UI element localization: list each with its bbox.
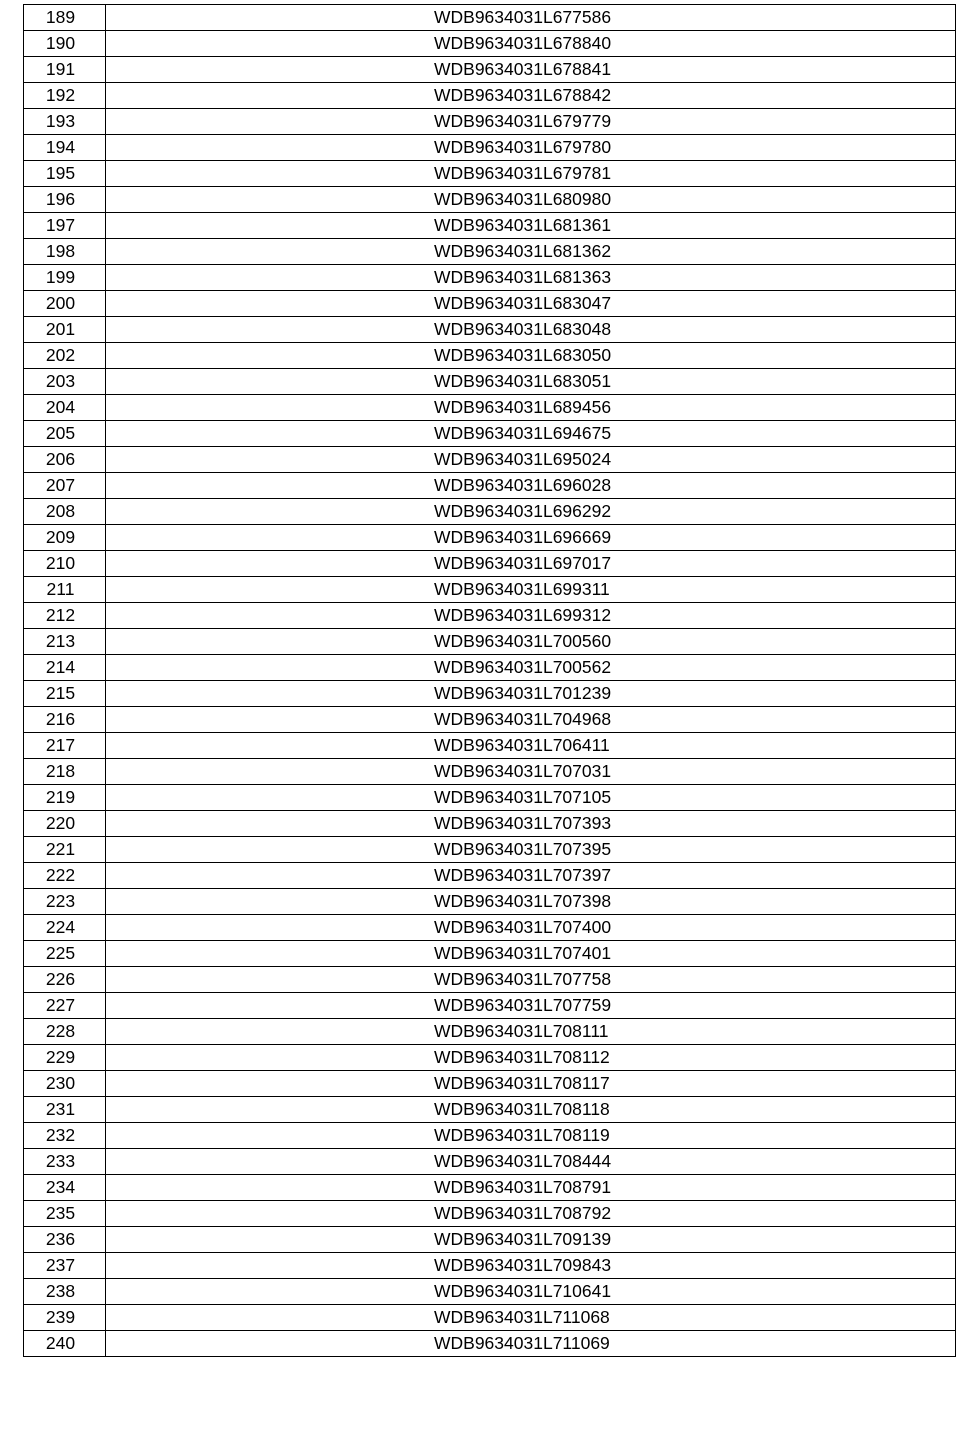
table-row	[24, 31, 956, 57]
table-row	[24, 629, 956, 655]
row-number-cell: 239	[24, 1305, 106, 1331]
vin-cell: WDB9634031L707393	[106, 811, 956, 837]
vin-cell: WDB9634031L709139	[106, 1227, 956, 1253]
table-row	[24, 421, 956, 447]
vin-cell: WDB9634031L708444	[106, 1149, 956, 1175]
vin-table	[23, 4, 956, 1357]
row-number-cell: 237	[24, 1253, 106, 1279]
row-number-cell: 206	[24, 447, 106, 473]
row-number-cell: 217	[24, 733, 106, 759]
vin-cell: WDB9634031L711069	[106, 1331, 956, 1357]
table-row	[24, 525, 956, 551]
row-number-cell: 225	[24, 941, 106, 967]
table-row	[24, 291, 956, 317]
table-row	[24, 1253, 956, 1279]
vin-cell: WDB9634031L708791	[106, 1175, 956, 1201]
vin-cell: WDB9634031L707398	[106, 889, 956, 915]
vin-cell: WDB9634031L696028	[106, 473, 956, 499]
row-number-cell: 240	[24, 1331, 106, 1357]
vin-cell: WDB9634031L697017	[106, 551, 956, 577]
vin-cell: WDB9634031L677586	[106, 5, 956, 31]
vin-cell: WDB9634031L701239	[106, 681, 956, 707]
table-row	[24, 759, 956, 785]
row-number-cell: 207	[24, 473, 106, 499]
table-row	[24, 265, 956, 291]
row-number-cell: 197	[24, 213, 106, 239]
vin-cell: WDB9634031L696292	[106, 499, 956, 525]
vin-cell: WDB9634031L707397	[106, 863, 956, 889]
table-row	[24, 889, 956, 915]
vin-cell: WDB9634031L694675	[106, 421, 956, 447]
vin-cell: WDB9634031L708112	[106, 1045, 956, 1071]
table-row	[24, 1305, 956, 1331]
row-number-cell: 211	[24, 577, 106, 603]
row-number-cell: 234	[24, 1175, 106, 1201]
table-row	[24, 941, 956, 967]
row-number-cell: 226	[24, 967, 106, 993]
table-row	[24, 213, 956, 239]
row-number-cell: 190	[24, 31, 106, 57]
vin-cell: WDB9634031L708119	[106, 1123, 956, 1149]
row-number-cell: 205	[24, 421, 106, 447]
table-row	[24, 1279, 956, 1305]
row-number-cell: 221	[24, 837, 106, 863]
table-row	[24, 395, 956, 421]
table-row	[24, 187, 956, 213]
vin-cell: WDB9634031L678841	[106, 57, 956, 83]
vin-cell: WDB9634031L708792	[106, 1201, 956, 1227]
vin-cell: WDB9634031L681362	[106, 239, 956, 265]
vin-cell: WDB9634031L681361	[106, 213, 956, 239]
vin-cell: WDB9634031L699311	[106, 577, 956, 603]
table-row	[24, 369, 956, 395]
row-number-cell: 212	[24, 603, 106, 629]
row-number-cell: 198	[24, 239, 106, 265]
vin-cell: WDB9634031L707759	[106, 993, 956, 1019]
row-number-cell: 193	[24, 109, 106, 135]
row-number-cell: 191	[24, 57, 106, 83]
row-number-cell: 235	[24, 1201, 106, 1227]
vin-cell: WDB9634031L708111	[106, 1019, 956, 1045]
table-row	[24, 811, 956, 837]
row-number-cell: 204	[24, 395, 106, 421]
row-number-cell: 238	[24, 1279, 106, 1305]
vin-cell: WDB9634031L683050	[106, 343, 956, 369]
row-number-cell: 227	[24, 993, 106, 1019]
vin-cell: WDB9634031L710641	[106, 1279, 956, 1305]
table-row	[24, 1071, 956, 1097]
table-row	[24, 57, 956, 83]
row-number-cell: 192	[24, 83, 106, 109]
row-number-cell: 200	[24, 291, 106, 317]
table-row	[24, 1331, 956, 1357]
vin-cell: WDB9634031L683051	[106, 369, 956, 395]
row-number-cell: 209	[24, 525, 106, 551]
row-number-cell: 229	[24, 1045, 106, 1071]
row-number-cell: 199	[24, 265, 106, 291]
table-row	[24, 863, 956, 889]
table-row	[24, 603, 956, 629]
row-number-cell: 232	[24, 1123, 106, 1149]
vin-cell: WDB9634031L708118	[106, 1097, 956, 1123]
vin-cell: WDB9634031L681363	[106, 265, 956, 291]
row-number-cell: 215	[24, 681, 106, 707]
row-number-cell: 210	[24, 551, 106, 577]
table-row	[24, 1201, 956, 1227]
vin-cell: WDB9634031L679780	[106, 135, 956, 161]
vin-cell: WDB9634031L683048	[106, 317, 956, 343]
row-number-cell: 223	[24, 889, 106, 915]
vin-cell: WDB9634031L699312	[106, 603, 956, 629]
table-row	[24, 1019, 956, 1045]
table-row	[24, 135, 956, 161]
table-row	[24, 1097, 956, 1123]
table-row	[24, 837, 956, 863]
vin-cell: WDB9634031L680980	[106, 187, 956, 213]
table-row	[24, 993, 956, 1019]
row-number-cell: 202	[24, 343, 106, 369]
row-number-cell: 220	[24, 811, 106, 837]
row-number-cell: 231	[24, 1097, 106, 1123]
row-number-cell: 201	[24, 317, 106, 343]
vin-cell: WDB9634031L689456	[106, 395, 956, 421]
vin-cell: WDB9634031L709843	[106, 1253, 956, 1279]
vin-cell: WDB9634031L700560	[106, 629, 956, 655]
row-number-cell: 189	[24, 5, 106, 31]
table-row	[24, 499, 956, 525]
vin-cell: WDB9634031L707758	[106, 967, 956, 993]
table-row	[24, 915, 956, 941]
row-number-cell: 196	[24, 187, 106, 213]
table-row	[24, 447, 956, 473]
row-number-cell: 195	[24, 161, 106, 187]
vin-table-body	[24, 5, 956, 1357]
table-row	[24, 1149, 956, 1175]
table-row	[24, 5, 956, 31]
table-row	[24, 473, 956, 499]
table-row	[24, 343, 956, 369]
row-number-cell: 230	[24, 1071, 106, 1097]
row-number-cell: 203	[24, 369, 106, 395]
vin-cell: WDB9634031L683047	[106, 291, 956, 317]
table-row	[24, 1175, 956, 1201]
vin-cell: WDB9634031L708117	[106, 1071, 956, 1097]
vin-cell: WDB9634031L700562	[106, 655, 956, 681]
vin-cell: WDB9634031L707401	[106, 941, 956, 967]
table-row	[24, 733, 956, 759]
row-number-cell: 233	[24, 1149, 106, 1175]
vin-cell: WDB9634031L678840	[106, 31, 956, 57]
table-row	[24, 967, 956, 993]
table-row	[24, 551, 956, 577]
table-row	[24, 655, 956, 681]
table-row	[24, 1045, 956, 1071]
vin-cell: WDB9634031L679781	[106, 161, 956, 187]
table-row	[24, 239, 956, 265]
vin-cell: WDB9634031L696669	[106, 525, 956, 551]
vin-cell: WDB9634031L711068	[106, 1305, 956, 1331]
table-row	[24, 1227, 956, 1253]
table-row	[24, 1123, 956, 1149]
vin-cell: WDB9634031L678842	[106, 83, 956, 109]
row-number-cell: 216	[24, 707, 106, 733]
table-row	[24, 317, 956, 343]
row-number-cell: 218	[24, 759, 106, 785]
row-number-cell: 219	[24, 785, 106, 811]
vin-cell: WDB9634031L707395	[106, 837, 956, 863]
row-number-cell: 194	[24, 135, 106, 161]
row-number-cell: 224	[24, 915, 106, 941]
vin-cell: WDB9634031L695024	[106, 447, 956, 473]
vin-cell: WDB9634031L706411	[106, 733, 956, 759]
vin-cell: WDB9634031L707031	[106, 759, 956, 785]
vin-cell: WDB9634031L704968	[106, 707, 956, 733]
vin-cell: WDB9634031L707105	[106, 785, 956, 811]
table-row	[24, 785, 956, 811]
table-row	[24, 109, 956, 135]
table-row	[24, 707, 956, 733]
vin-cell: WDB9634031L707400	[106, 915, 956, 941]
table-row	[24, 681, 956, 707]
row-number-cell: 228	[24, 1019, 106, 1045]
row-number-cell: 214	[24, 655, 106, 681]
vin-cell: WDB9634031L679779	[106, 109, 956, 135]
row-number-cell: 236	[24, 1227, 106, 1253]
row-number-cell: 213	[24, 629, 106, 655]
table-row	[24, 83, 956, 109]
table-row	[24, 161, 956, 187]
row-number-cell: 222	[24, 863, 106, 889]
row-number-cell: 208	[24, 499, 106, 525]
table-row	[24, 577, 956, 603]
